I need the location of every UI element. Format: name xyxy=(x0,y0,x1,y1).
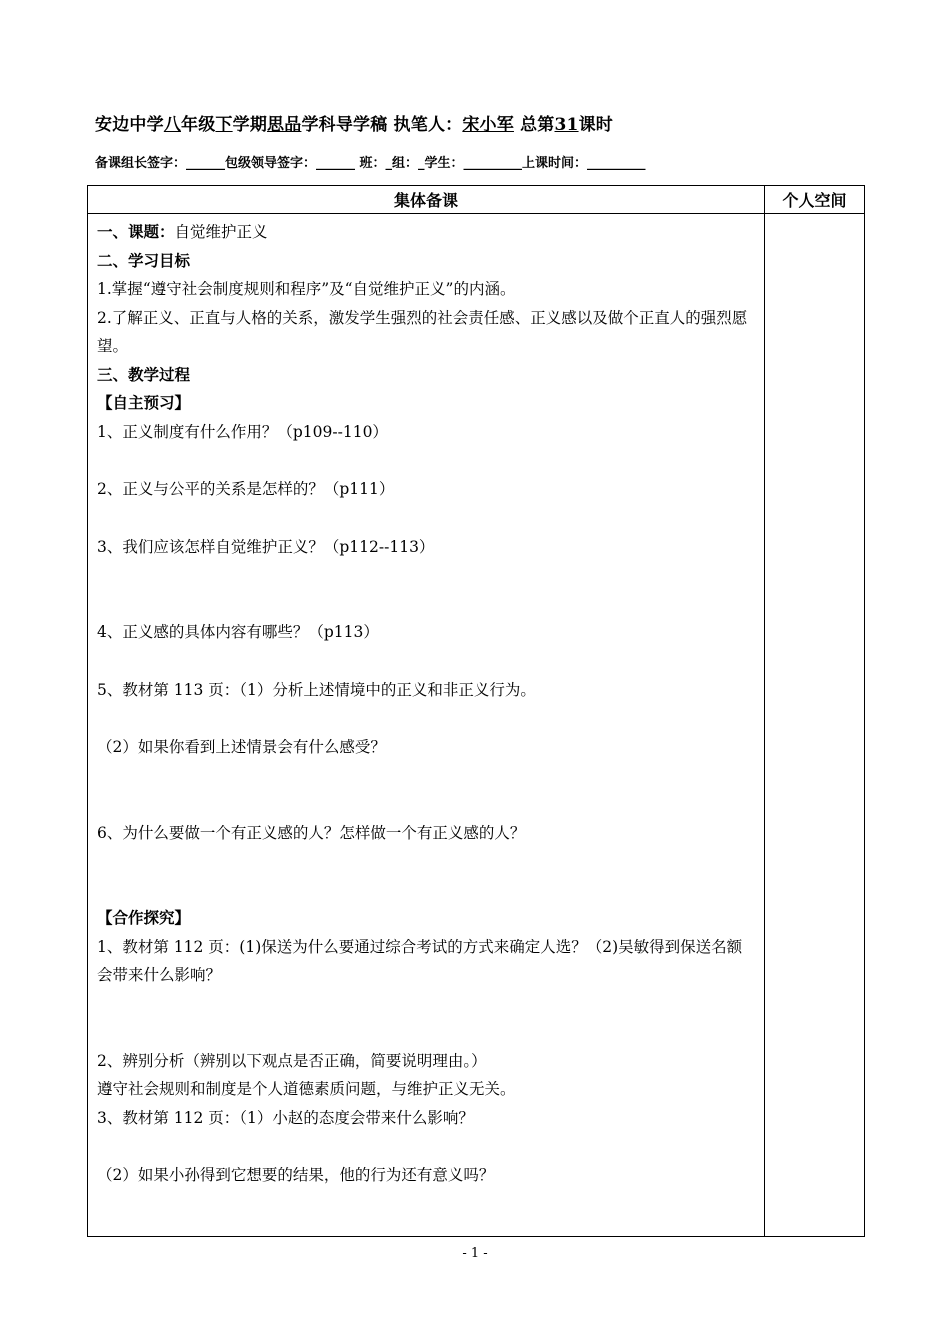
signature-line: 备课组长签字：______包级领导签字：______ 班：_组：_学生：_________上课时间：_________ xyxy=(95,156,646,171)
goal-2: 2.了解正义、正直与人格的关系，激发学生强烈的社会责任感、正义感以及做个正直人的强烈愿望。 xyxy=(97,308,748,355)
subject-label: 学科导学稿 执笔人： xyxy=(301,115,463,135)
term-label: 学期 xyxy=(232,115,268,135)
column-header-personal: 个人空间 xyxy=(765,186,865,214)
lesson-number: 31 xyxy=(554,115,579,135)
question-5: 5、教材第 113 页：（1）分析上述情境中的正义和非正义行为。 xyxy=(97,680,536,699)
coop-statement: 遵守社会规则和制度是个人道德素质问题，与维护正义无关。 xyxy=(97,1080,516,1098)
preview-heading: 【自主预习】 xyxy=(97,393,191,412)
term-value: 下 xyxy=(215,115,233,135)
document-title xyxy=(95,110,613,135)
goal-1: 1.掌握“遵守社会制度规则和程序”及“自觉维护正义”的内涵。 xyxy=(97,280,516,298)
author-name: 宋小军 xyxy=(462,115,514,135)
question-4: 4、正义感的具体内容有哪些？（p113） xyxy=(97,623,379,641)
cooperative-heading: 【合作探究】 xyxy=(97,908,191,927)
question-3: 3、我们应该怎样自觉维护正义？（p112--113） xyxy=(97,537,435,556)
coop-question-3-part-2: （2）如果小孙得到它想要的结果，他的行为还有意义吗？ xyxy=(97,1166,495,1184)
personal-space-cell[interactable] xyxy=(765,214,865,1237)
question-5-part-2: （2）如果你看到上述情景会有什么感受？ xyxy=(97,738,386,756)
process-heading: 三、教学过程 xyxy=(97,364,191,384)
topic-label: 一、课题： xyxy=(97,222,175,241)
question-6: 6、为什么要做一个有正义感的人？怎样做一个有正义感的人？ xyxy=(97,823,526,842)
coop-question-3: 3、教材第 112 页：（1）小赵的态度会带来什么影响？ xyxy=(97,1108,474,1127)
question-2: 2、正义与公平的关系是怎样的？（p111） xyxy=(97,480,395,498)
grade-value: 八 xyxy=(163,115,182,135)
topic-value: 自觉维护正义 xyxy=(174,223,268,241)
column-header-main: 集体备课 xyxy=(88,186,765,214)
lesson-suffix: 课时 xyxy=(578,115,613,135)
lesson-content xyxy=(88,214,765,1237)
topic-line xyxy=(97,218,756,247)
total-prefix: 总第 xyxy=(520,115,555,135)
coop-question-1: 1、教材第 112 页：(1)保送为什么要通过综合考试的方式来确定人选？（2)吴敏得到保送名额会带来什么影响？ xyxy=(97,937,743,984)
coop-question-2: 2、辨别分析（辨别以下观点是否正确，简要说明理由。） xyxy=(97,1051,487,1070)
school-name: 安边中学 xyxy=(95,115,164,135)
lesson-table xyxy=(87,185,865,1237)
grade-label: 年级 xyxy=(181,115,216,135)
goals-heading: 二、学习目标 xyxy=(97,250,191,270)
page-number: - 1 - xyxy=(462,1246,488,1261)
question-1: 1、正义制度有什么作用？（p109--110） xyxy=(97,422,388,441)
subject-value: 思品 xyxy=(267,115,302,135)
